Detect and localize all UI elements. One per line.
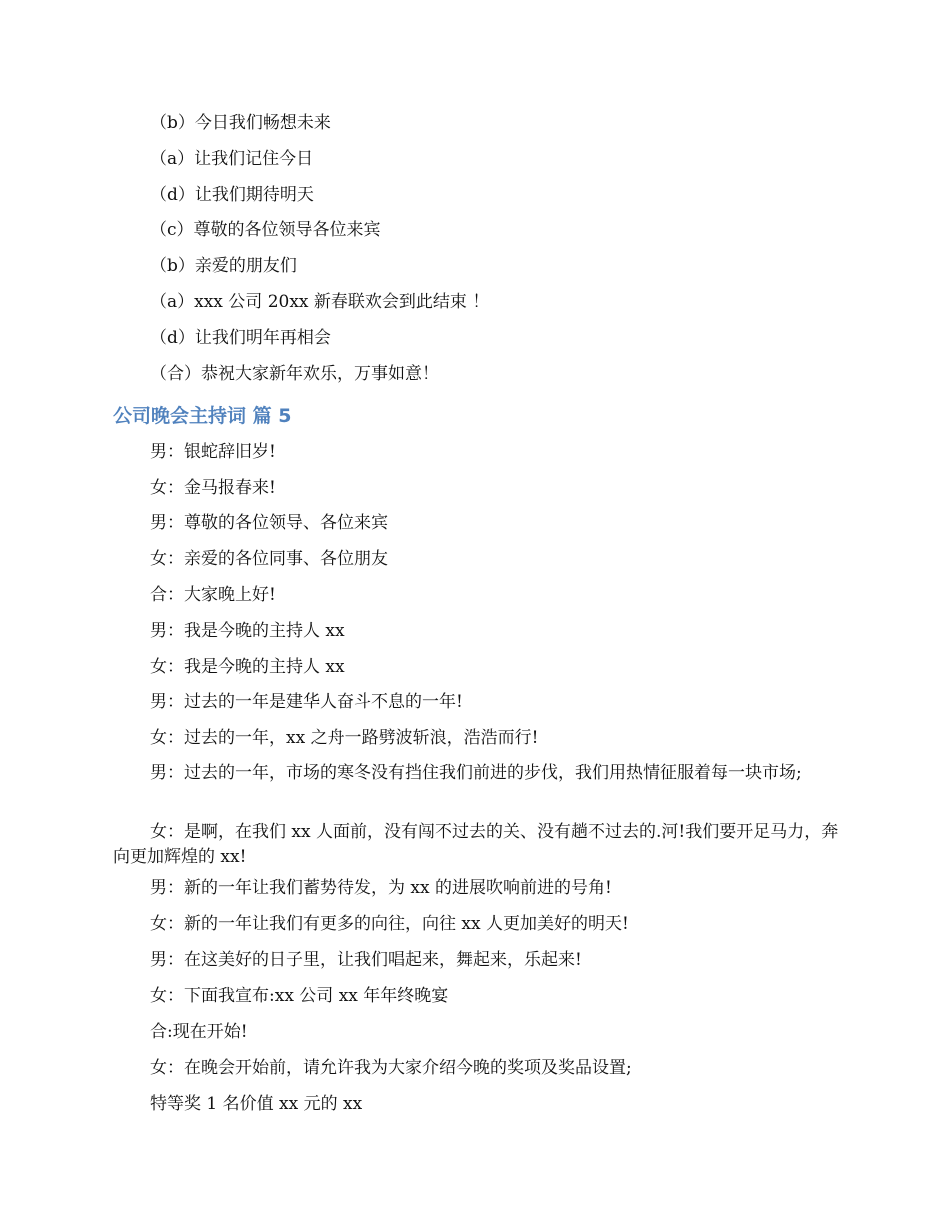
paragraph: 合：大家晚上好!: [150, 585, 276, 605]
list-item: （d）让我们明年再相会: [150, 328, 331, 348]
paragraph: 男：过去的一年，市场的寒冬没有挡住我们前进的步伐，我们用热情征服着每一块市场;: [150, 763, 802, 783]
paragraph: 男：银蛇辞旧岁!: [150, 442, 276, 462]
list-item: （b）今日我们畅想未来: [150, 113, 331, 133]
list-item: （b）亲爱的朋友们: [150, 256, 297, 276]
paragraph: 男：尊敬的各位领导、各位来宾: [150, 513, 388, 533]
paragraph: 女：我是今晚的主持人 xx: [150, 657, 345, 677]
paragraph: 特等奖 1 名价值 xx 元的 xx: [150, 1094, 363, 1114]
list-item: （合）恭祝大家新年欢乐，万事如意！: [150, 364, 439, 384]
list-item: （c）尊敬的各位领导各位来宾: [150, 220, 381, 240]
paragraph: 女：在晚会开始前，请允许我为大家介绍今晚的奖项及奖品设置;: [150, 1058, 632, 1078]
list-item: （d）让我们期待明天: [150, 185, 314, 205]
paragraph: 女：下面我宣布:xx 公司 xx 年年终晚宴: [150, 986, 449, 1006]
paragraph: 女：金马报春来!: [150, 478, 276, 498]
paragraph: 男：过去的一年是建华人奋斗不息的一年!: [150, 692, 463, 712]
paragraph: 女：过去的一年，xx 之舟一路劈波斩浪，浩浩而行!: [150, 728, 539, 748]
list-item: （a）让我们记住今日: [150, 149, 314, 169]
paragraph: 男：新的一年让我们蓄势待发，为 xx 的进展吹响前进的号角!: [150, 878, 612, 898]
paragraph: 合:现在开始!: [150, 1022, 248, 1042]
paragraph: 男：我是今晚的主持人 xx: [150, 621, 345, 641]
section-heading: 公司晚会主持词 篇 5: [113, 405, 292, 427]
paragraph: 女：亲爱的各位同事、各位朋友: [150, 549, 388, 569]
paragraph: 女：新的一年让我们有更多的向往，向往 xx 人更加美好的明天!: [150, 914, 629, 934]
list-item: （a）xxx 公司 20xx 新春联欢会到此结束 ！: [150, 292, 490, 312]
paragraph: 男：在这美好的日子里，让我们唱起来，舞起来，乐起来!: [150, 950, 582, 970]
paragraph: 女：是啊，在我们 xx 人面前，没有闯不过去的关、没有趟不过去的.河!我们要开足马力，奔向更加辉煌的 xx!: [113, 822, 839, 867]
